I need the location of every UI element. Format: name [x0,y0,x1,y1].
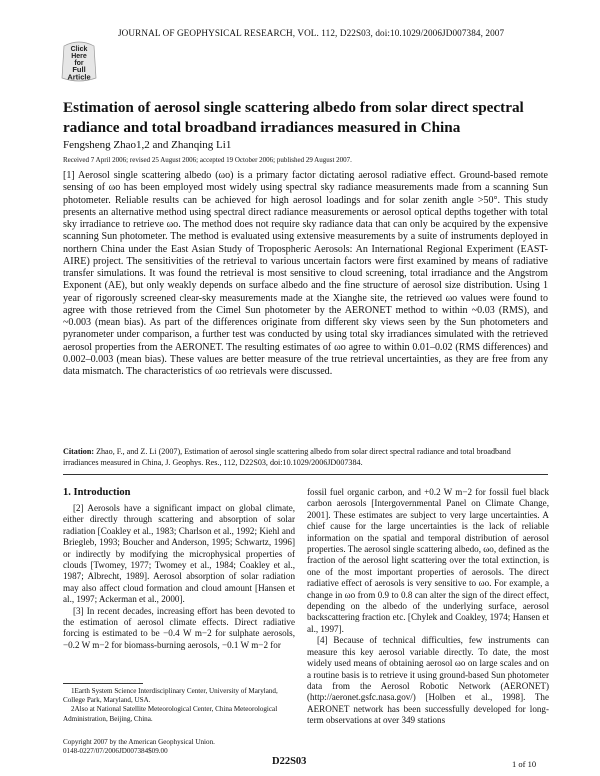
authors-text: Fengsheng Zhao1,2 and Zhanqing Li1 [63,139,232,151]
copyright [63,738,295,756]
paragraph-2: [2] Aerosols have a significant impact on global climate, either directly through scattering and absorption of solar radiation [Coakley et al., 1983; Charlson et al., 1992; Kiehl and Briegleb, 1993; Boucher and Anderson, 1995; Schwartz, 1996] or indirectly by modifying the microphysical properties of clouds [Twomey, 1977; Twomey et al., 1984; Coakley et al., 1987; Albrecht, 1989]. Aerosol absorption of solar radiation may also affect cloud formation and cloud amount [Hansen et al., 1997; Ackerman et al., 2000]. [63,503,295,605]
badge-icon [60,40,98,82]
authors [63,139,231,151]
badge-line4: Full [72,65,86,74]
abstract-text: [1] Aerosol single scattering albedo (ωo) is a primary factor dictating aerosol radiative effect. Ground-based remote sensing of ωo has been employed most widely using spectral sky radiance measurements made from a scanning Sun photometer. Reliable results can be achieved for high aerosol loadings and for solar zenith angle >50°. This study presents an alternative method using spectral direct radiance measurements or aerosol optical depths together with total sky irradiance to retrieve ωo. The method does not require sky radiance data that can only be acquired by the expensive scanning Sun photometer. The method is evaluated using extensive measurements by a suite of instruments deployed in northern China under the East Asian Study of Tropospheric Aerosols: An International Regional Experiment (EAST-AIRE) project. The sensitivities of the retrieval to various uncertain factors were first examined by means of radiative transfer simulations. It was found the retrieval is most sensitive to cloud screening, total irradiance and the Angstrom Exponent (AE), but only weakly depends on surface albedo and the fine structure of aerosol size distribution. Using 1 year of rigorously screened clear-sky measurements made at the Xianghe site, the retrieved ωo values were found to agree with those retrieved from the Cimel Sun photometer by the AERONET method to within ~0.03 (RMS), and ~0.003 (mean bias). As part of the differences originate from different sky views seen by the Sun photometers and pyranometer under comparison, a further test was conducted by using total sky irradiances simulated with the retrieved aerosol properties from the AERONET. The resulting estimates of ωo agree to within 0.01–0.02 (RMS differences) and 0.002–0.003 (mean bias). These values are better measure of the true retrieval uncertainties, as they are free from any data mismatch. The characteristics of ωo retrievals were discussed. [63,170,548,377]
badge-line5: Article [67,72,91,82]
citation-label: Citation: [63,447,95,456]
citation-text: Zhao, F., and Z. Li (2007), Estimation of aerosol single scattering albedo from solar direct spectral radiance and total broadband irradiances measured in China, J. Geophys. Res., 112, D22S03, doi:10.1029/2006JD007384. [63,447,511,467]
journal-header: JOURNAL OF GEOPHYSICAL RESEARCH, VOL. 112, D22S03, doi:10.1029/2006JD007384, 2007 [118,28,505,38]
paper-title: Estimation of aerosol single scattering albedo from solar direct spectral radiance and total broadband irradiances measured in China [63,99,524,136]
divider [63,474,548,475]
citation [63,447,548,468]
footnote-1: 1Earth System Science Interdisciplinary Center, University of Maryland, College Park, Maryland, USA. [63,687,278,705]
full-article-badge[interactable] [60,40,98,82]
copyright-line: Copyright 2007 by the American Geophysical Union. [63,738,215,746]
copyright-code: 0148-0227/07/2006JD007384$09.00 [63,746,168,755]
badge-line1: Click [70,46,88,53]
badge-line3: for [74,60,84,67]
badge-line2: Here [71,53,87,60]
paragraph-3-cont: fossil fuel organic carbon, and +0.2 W m−2 for fossil fuel black carbon aerosols [Intergovernmental Panel on Climate Change, 2001]. These estimates are subject to very large uncertainties. A chief cause for the large uncertainties is the lack of reliable information on the spatial and temporal distribution of aerosol properties. The aerosol single scattering albedo, ωo, defined as the fraction of the aerosol light scattering over the total extinction, is one of the most important properties of aerosols. The direct radiative effect of aerosols is very sensitive to ωo. For example, a change in ωo from 0.9 to 0.8 can alter the sign of the direct effect, depending on the albedo of the underlying surface, aerosol backscattering fraction etc. [Chylek and Coakley, 1974; Hansen et al., 1997]. [307,487,549,634]
paragraph-4: [4] Because of technical difficulties, few instruments can measure this key aerosol variable directly. To date, the most widely used means of obtaining aerosol ωo on large scales and on a routine basis is to retrieve it using ground-based Sun photometer data from the Aerosol Robotic Network (AERONET) (http://aeronet.gsfc.nasa.gov/) [Holben et al., 1998]. The AERONET network has been successfully developed for long-term observations at over 349 stations [307,635,549,726]
page-number: 1 of 10 [512,759,537,769]
left-column [63,503,295,651]
abstract [63,170,548,378]
section-heading: 1. Introduction [63,487,131,498]
paragraph-3: [3] In recent decades, increasing effort has been devoted to the estimation of aerosol climate effects. Direct radiative forcing is estimated to be −0.4 W m−2 for sulphate aerosols, −0.2 W m−2 for biomass-burning aerosols, −0.1 W m−2 for [63,605,295,650]
footnote-2: 2Also at National Satellite Meteorological Center, China Meteorological Administration, Beijing, China. [63,705,278,723]
footnotes [63,687,295,724]
footer-article-id: D22S03 [272,756,307,767]
footnote-divider [63,683,143,684]
received-dates: Received 7 April 2006; revised 25 August 2006; accepted 19 October 2006; published 29 August 2007. [63,156,352,164]
right-column [307,487,549,727]
